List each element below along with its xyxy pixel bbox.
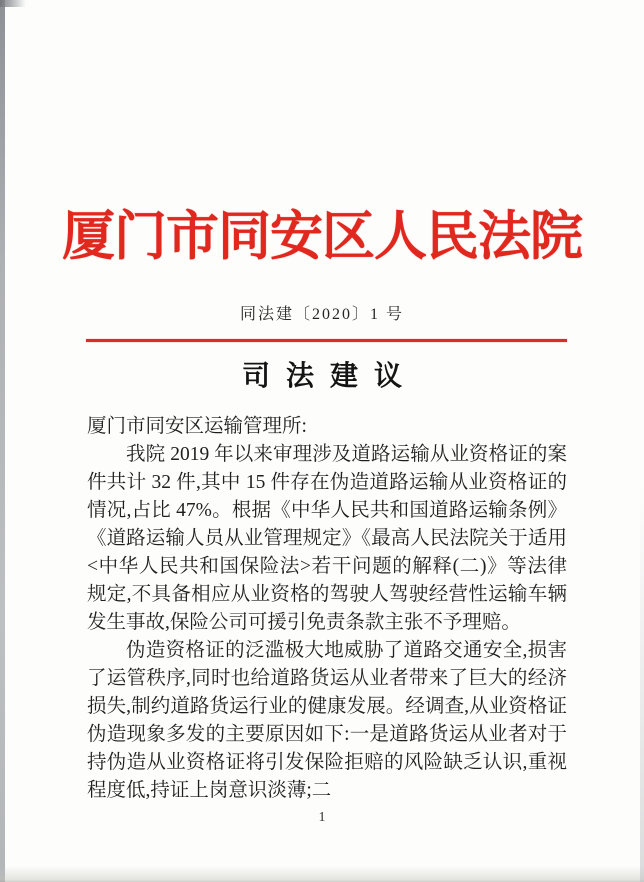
scan-edge-top-left-corner	[0, 0, 26, 7]
scan-edge-left	[0, 0, 5, 882]
court-letterhead-title: 厦门市同安区人民法院	[62, 208, 582, 266]
body-paragraph: 我院 2019 年以来审理涉及道路运输从业资格证的案件共计 32 件,其中 15 件存在伪造道路运输从业资格证的情况,占比 47%。根据《中华人民共和国道路运输条例》《道路运输人员从业管理规定》《最高人民法院关于适用<中华人民共和国保险法>若干问题的解释(二)》等法律规定,不具备相应从业资格的驾驶人驾驶经营性运输车辆发生事故,保险公司可援引免责条款主张不予理赔。	[87, 444, 567, 633]
document-body	[87, 413, 567, 805]
body-paragraph: 伪造资格证的泛滥极大地威胁了道路交通安全,损害了运管秩序,同时也给道路货运从业者带来了巨大的经济损失,制约道路货运行业的健康发展。经调查,从业资格证伪造现象多发的主要原因如下:一是道路货运从业者对于持伪造从业资格证将引发保险拒赔的风险缺乏认识,重视程度低,持证上岗意识淡薄;二	[87, 640, 567, 801]
document-reference-number: 同法建〔2020〕1 号	[239, 306, 404, 323]
letterhead-red-divider	[86, 339, 567, 342]
scan-edge-bottom	[0, 866, 644, 882]
document-title: 司法建议	[241, 361, 418, 392]
page-number: 1	[318, 810, 326, 825]
recipient-salutation: 厦门市同安区运输管理所:	[87, 416, 307, 437]
